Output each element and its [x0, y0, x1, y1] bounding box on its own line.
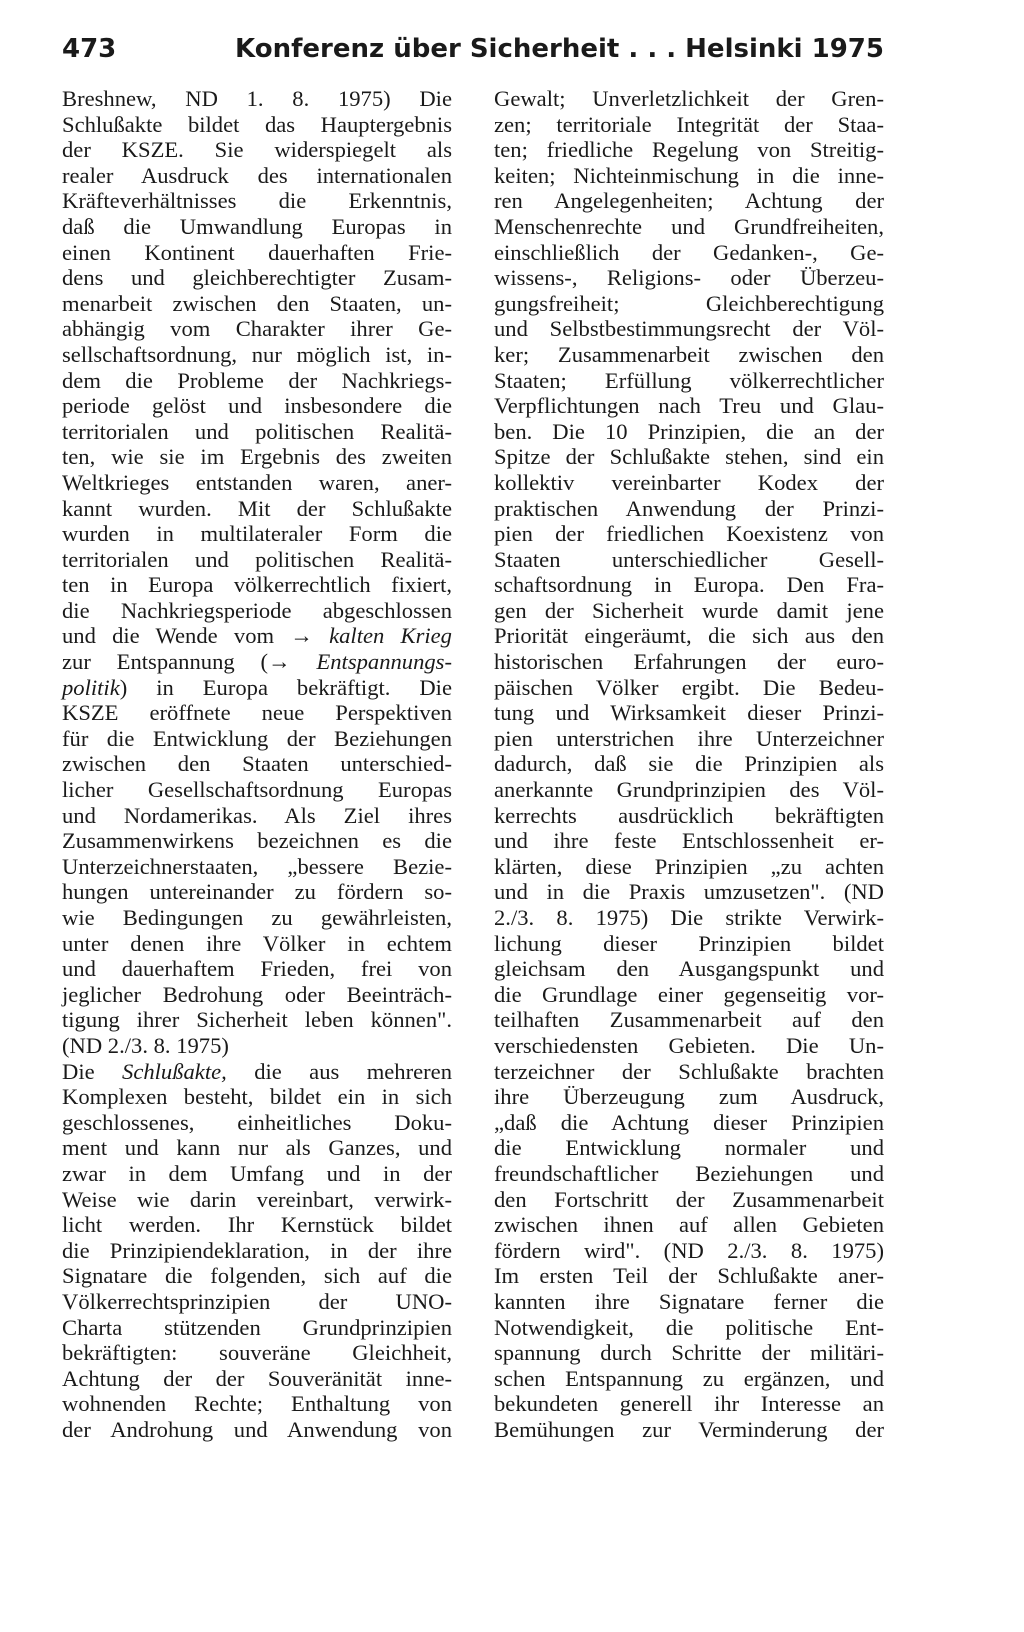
text-line [494, 163, 884, 189]
text-line [494, 879, 884, 905]
text-segment: schen Entspannung zu ergänzen, und [494, 1365, 884, 1391]
text-segment: Verpflichtungen nach Treu und Glau- [494, 393, 884, 419]
text-segment: ten; friedliche Regelung von Streitig- [494, 137, 884, 163]
text-segment: periode gelöst und insbesondere die [62, 393, 452, 419]
text-line [62, 598, 452, 624]
text-line [62, 137, 452, 163]
text-segment: terzeichner der Schlußakte brachten [494, 1058, 884, 1084]
text-line [62, 751, 452, 777]
text-line [62, 1238, 452, 1264]
text-segment: ten, wie sie im Ergebnis des zweiten [62, 444, 452, 470]
text-segment: zwischen ihnen auf allen Gebieten [494, 1212, 884, 1238]
text-segment: wissens-, Religions- oder Überzeu- [494, 265, 884, 291]
text-segment: lichung dieser Prinzipien bildet [494, 930, 884, 956]
text-line [494, 1059, 884, 1085]
text-line [494, 1417, 884, 1443]
running-head: Konferenz über Sicherheit . . . Helsinki 1975 [235, 34, 884, 64]
text-line [494, 598, 884, 624]
text-segment: daß die Umwandlung Europas in [62, 213, 452, 239]
text-line [62, 86, 452, 112]
text-line [62, 1161, 452, 1187]
text-segment: Notwendigkeit, die politische Ent- [494, 1314, 884, 1340]
text-line [62, 905, 452, 931]
text-line [62, 854, 452, 880]
text-segment: Die [62, 1058, 123, 1084]
text-line [62, 1135, 452, 1161]
text-segment: wohnenden Rechte; Enthaltung von [62, 1391, 452, 1417]
text-segment: päischen Völker ergibt. Die Bedeu- [494, 674, 884, 700]
italic-text: kalten Krieg [329, 623, 452, 649]
text-segment: dens und gleichberechtigter Zusam- [62, 265, 452, 291]
text-line [62, 1059, 452, 1085]
text-segment: bekundeten generell ihr Interesse an [494, 1391, 884, 1417]
text-segment: Zusammenwirkens bezeichnen es die [62, 828, 452, 854]
text-line [62, 419, 452, 445]
text-segment: Weise wie darin vereinbart, verwirk- [62, 1186, 452, 1212]
text-line [494, 956, 884, 982]
text-line [494, 931, 884, 957]
text-line [494, 726, 884, 752]
text-line [62, 675, 452, 701]
text-line [494, 572, 884, 598]
text-segment: 2./3. 8. 1975) Die strikte Verwirk- [494, 905, 884, 930]
text-line [494, 393, 884, 419]
text-segment: ben. Die 10 Prinzipien, die an der [494, 418, 884, 444]
text-segment: Achtung der der Souveränität inne- [62, 1365, 452, 1391]
text-segment: „daß die Achtung dieser Prinzipien [494, 1109, 884, 1135]
text-segment: kerrechts ausdrücklich bekräftigten [494, 802, 884, 828]
text-line [494, 137, 884, 163]
text-line [494, 188, 884, 214]
text-line [62, 1289, 452, 1315]
text-line [494, 623, 884, 649]
text-segment: KSZE eröffnete neue Perspektiven [62, 700, 452, 726]
text-segment: fördern wird". (ND 2./3. 8. 1975) [494, 1237, 884, 1263]
text-line [494, 496, 884, 522]
text-segment: menarbeit zwischen den Staaten, un- [62, 290, 452, 316]
text-segment: ment und kann nur als Ganzes, und [62, 1135, 452, 1161]
text-segment: Breshnew, ND 1. 8. 1975) Die [62, 86, 452, 111]
text-segment: hungen untereinander zu fördern so- [62, 879, 452, 905]
text-line [494, 803, 884, 829]
text-line [62, 956, 452, 982]
text-segment: Unterzeichnerstaaten, „bessere Bezie- [62, 853, 452, 879]
text-line [62, 163, 452, 189]
text-segment: schaftsordnung in Europa. Den Fra- [494, 572, 884, 598]
text-segment: die Nachkriegsperiode abgeschlossen [62, 597, 452, 623]
text-line [494, 86, 884, 112]
text-line [62, 1007, 452, 1033]
text-segment: Menschenrechte und Grundfreiheiten, [494, 213, 884, 239]
text-line [494, 112, 884, 138]
text-line [494, 828, 884, 854]
text-line [494, 982, 884, 1008]
text-segment: keiten; Nichteinmischung in die inne- [494, 162, 884, 188]
text-segment: klärten, diese Prinzipien „zu achten [494, 853, 884, 879]
text-line [62, 188, 452, 214]
text-segment: sellschaftsordnung, nur möglich ist, in- [62, 341, 452, 367]
text-line [494, 214, 884, 240]
text-segment: Staaten; Erfüllung völkerrechtlicher [494, 367, 884, 393]
text-segment: jeglicher Bedrohung oder Beeinträch- [62, 981, 452, 1007]
text-line [494, 1238, 884, 1264]
text-segment: freundschaftlicher Beziehungen und [494, 1160, 884, 1186]
text-segment: Charta stützenden Grundprinzipien [62, 1314, 452, 1340]
text-line [494, 777, 884, 803]
text-segment: die Entwicklung normaler und [494, 1135, 884, 1161]
page-header [62, 34, 884, 74]
text-line [62, 393, 452, 419]
text-segment: Im ersten Teil der Schlußakte aner- [494, 1263, 884, 1289]
text-line [62, 828, 452, 854]
text-segment: abhängig vom Charakter ihrer Ge- [62, 316, 452, 342]
text-line [62, 470, 452, 496]
text-segment: Weltkrieges entstanden waren, aner- [62, 469, 452, 495]
text-line [62, 240, 452, 266]
text-line [62, 444, 452, 470]
text-line [62, 1340, 452, 1366]
text-line [62, 623, 452, 649]
text-segment: und Nordamerikas. Als Ziel ihres [62, 802, 452, 828]
text-line [62, 1187, 452, 1213]
text-segment: Völkerrechtsprinzipien der UNO- [62, 1288, 452, 1314]
text-line [62, 649, 452, 675]
text-segment: tung und Wirksamkeit dieser Prinzi- [494, 700, 884, 726]
text-line [62, 572, 452, 598]
text-line [62, 521, 452, 547]
text-line [494, 547, 884, 573]
text-segment: wurden in multilateraler Form die [62, 521, 452, 547]
text-segment: spannung durch Schritte der militäri- [494, 1340, 884, 1366]
text-line [494, 521, 884, 547]
text-line [494, 291, 884, 317]
text-segment: dadurch, daß sie die Prinzipien als [494, 751, 884, 777]
text-segment: realer Ausdruck des internationalen [62, 162, 452, 188]
text-line [62, 777, 452, 803]
text-line [62, 1417, 452, 1443]
text-segment: zur Entspannung (→ [62, 649, 317, 675]
text-segment: historischen Erfahrungen der euro- [494, 649, 884, 675]
text-segment: zwischen den Staaten unterschied- [62, 751, 452, 777]
text-line [494, 1391, 884, 1417]
text-line [494, 240, 884, 266]
text-line [62, 879, 452, 905]
text-line [62, 547, 452, 573]
right-text-column [494, 86, 884, 1442]
text-segment: die Grundlage einer gegenseitig vor- [494, 981, 884, 1007]
text-segment: territorialen und politischen Realitä- [62, 546, 452, 572]
text-segment: gungsfreiheit; Gleichberechtigung [494, 290, 884, 316]
text-line [62, 1315, 452, 1341]
text-segment: einen Kontinent dauerhaften Frie- [62, 239, 452, 265]
text-segment: Staaten unterschiedlicher Gesell- [494, 546, 884, 572]
text-line [494, 444, 884, 470]
text-segment: und in die Praxis umzusetzen". (ND [494, 879, 884, 905]
text-segment: kannten ihre Signatare ferner die [494, 1288, 884, 1314]
text-line [494, 1033, 884, 1059]
text-segment: dem die Probleme der Nachkriegs- [62, 367, 452, 393]
text-line [62, 316, 452, 342]
text-segment: Gewalt; Unverletzlichkeit der Gren- [494, 86, 884, 111]
text-segment: zwar in dem Umfang und in der [62, 1160, 452, 1186]
text-segment: praktischen Anwendung der Prinzi- [494, 495, 884, 521]
text-segment: einschließlich der Gedanken-, Ge- [494, 239, 884, 265]
text-segment: kollektiv vereinbarter Kodex der [494, 469, 884, 495]
text-segment: Bemühungen zur Verminderung der [494, 1416, 884, 1442]
text-segment: Schlußakte bildet das Hauptergebnis [62, 111, 452, 137]
text-line [494, 1366, 884, 1392]
text-line [494, 1161, 884, 1187]
text-line [494, 342, 884, 368]
text-line [62, 1391, 452, 1417]
italic-text: Entspannungs- [316, 649, 452, 675]
text-segment: und dauerhaftem Frieden, frei von [62, 956, 452, 982]
text-line [62, 1366, 452, 1392]
text-segment: kannt wurden. Mit der Schlußakte [62, 495, 452, 521]
text-line [62, 700, 452, 726]
text-line [494, 419, 884, 445]
text-segment: Signatare die folgenden, sich auf die [62, 1263, 452, 1289]
text-segment: ten in Europa völkerrechtlich fixiert, [62, 572, 452, 598]
text-segment: territorialen und politischen Realitä- [62, 418, 452, 444]
text-segment: ker; Zusammenarbeit zwischen den [494, 341, 884, 367]
text-line [62, 803, 452, 829]
text-line [494, 1084, 884, 1110]
text-line [494, 1187, 884, 1213]
text-line [494, 1315, 884, 1341]
text-segment: gleichsam den Ausgangspunkt und [494, 956, 884, 982]
text-line [494, 1340, 884, 1366]
text-line [494, 675, 884, 701]
text-segment: tigung ihrer Sicherheit leben können". [62, 1007, 452, 1033]
text-segment: und Selbstbestimmungsrecht der Völ- [494, 316, 884, 342]
text-segment: pien der friedlichen Koexistenz von [494, 521, 884, 547]
text-segment: licht werden. Ihr Kernstück bildet [62, 1212, 452, 1238]
text-segment: den Fortschritt der Zusammenarbeit [494, 1186, 884, 1212]
text-segment: (ND 2./3. 8. 1975) [62, 1032, 229, 1058]
text-segment: verschiedensten Gebieten. Die Un- [494, 1032, 884, 1058]
text-segment: wie Bedingungen zu gewährleisten, [62, 905, 452, 930]
text-line [494, 1289, 884, 1315]
text-line [494, 1110, 884, 1136]
text-segment: anerkannte Grundprinzipien des Völ- [494, 777, 884, 803]
text-line [62, 214, 452, 240]
text-segment: zen; territoriale Integrität der Staa- [494, 111, 884, 137]
text-segment: die Prinzipiendeklaration, in der ihre [62, 1237, 452, 1263]
text-line [62, 496, 452, 522]
text-segment: Kräfteverhältnisses die Erkenntnis, [62, 188, 452, 214]
text-line [494, 1212, 884, 1238]
text-segment: der KSZE. Sie widerspiegelt als [62, 137, 452, 163]
text-line [494, 1263, 884, 1289]
text-line [494, 751, 884, 777]
text-segment: und ihre feste Entschlossenheit er- [494, 828, 884, 854]
text-line [494, 854, 884, 880]
text-segment: teilhaften Zusammenarbeit auf den [494, 1007, 884, 1033]
text-line [62, 112, 452, 138]
text-line [62, 1263, 452, 1289]
text-line [494, 700, 884, 726]
text-segment: der Androhung und Anwendung von [62, 1416, 452, 1442]
italic-text: politik [62, 674, 120, 700]
text-segment: pien unterstrichen ihre Unterzeichner [494, 725, 884, 751]
text-line [62, 1110, 452, 1136]
text-segment: Spitze der Schlußakte stehen, sind ein [494, 444, 884, 470]
text-segment: ren Angelegenheiten; Achtung der [494, 188, 884, 214]
left-text-column [62, 86, 452, 1442]
text-line [494, 265, 884, 291]
text-line [62, 291, 452, 317]
text-segment: gen der Sicherheit wurde damit jene [494, 597, 884, 623]
text-line [494, 649, 884, 675]
text-line [62, 342, 452, 368]
text-segment: geschlossenes, einheitliches Doku- [62, 1109, 452, 1135]
text-line [494, 1135, 884, 1161]
text-line [494, 1007, 884, 1033]
text-line [494, 905, 884, 931]
text-line [494, 470, 884, 496]
text-line [494, 368, 884, 394]
text-segment: ihre Überzeugung zum Ausdruck, [494, 1084, 884, 1110]
text-line [62, 726, 452, 752]
text-segment: Komplexen besteht, bildet ein in sich [62, 1084, 452, 1110]
text-line [62, 931, 452, 957]
text-segment: unter denen ihre Völker in echtem [62, 930, 452, 956]
text-segment: für die Entwicklung der Beziehungen [62, 725, 452, 751]
text-segment: bekräftigten: souveräne Gleichheit, [62, 1340, 452, 1366]
text-line [62, 1212, 452, 1238]
text-line [62, 265, 452, 291]
text-line [62, 1033, 452, 1059]
page-number: 473 [62, 34, 117, 64]
text-line [62, 368, 452, 394]
italic-text: Schlußakte, [122, 1058, 227, 1084]
text-segment: Priorität eingeräumt, die sich aus den [494, 623, 884, 649]
text-segment: die aus mehreren [226, 1058, 452, 1084]
text-line [494, 316, 884, 342]
text-segment: ) in Europa bekräftigt. Die [119, 674, 452, 700]
text-line [62, 1084, 452, 1110]
text-segment: licher Gesellschaftsordnung Europas [62, 777, 452, 803]
text-line [62, 982, 452, 1008]
text-segment: und die Wende vom → [62, 623, 330, 649]
